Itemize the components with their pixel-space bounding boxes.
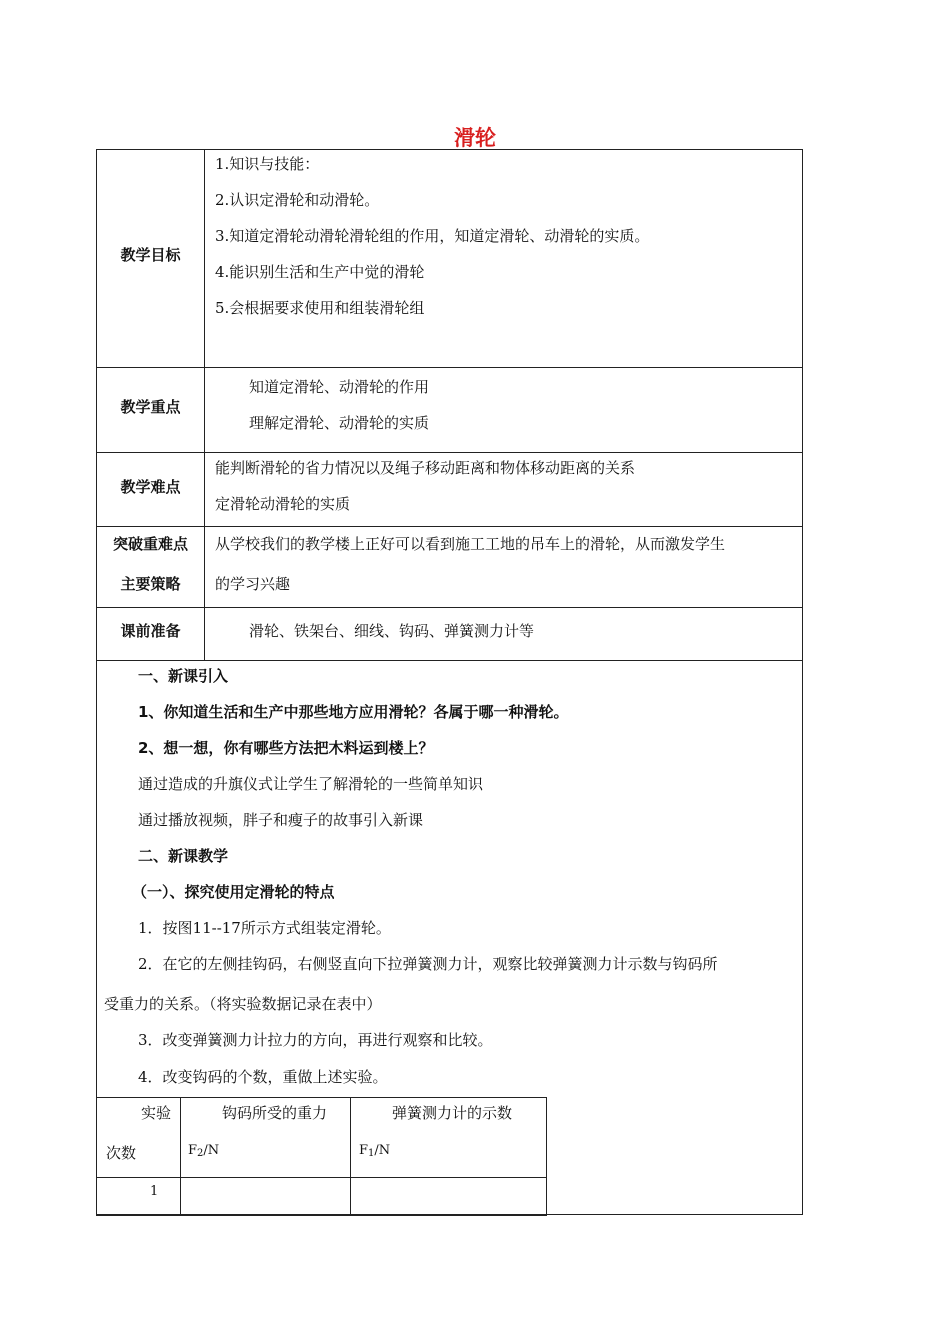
table-column-divider xyxy=(180,1097,181,1216)
strategy-text: 从学校我们的教学楼上正好可以看到施工工地的吊车上的滑轮，从而激发学生 xyxy=(215,535,726,553)
goal-item: 2.认识定滑轮和动滑轮。 xyxy=(215,191,380,209)
paragraph: 通过播放视频，胖子和瘦子的故事引入新课 xyxy=(138,811,424,829)
section-heading: 一、新课引入 xyxy=(138,667,229,685)
table-row-index: 1 xyxy=(150,1184,159,1199)
difficulties-label: 教学难点 xyxy=(120,478,181,496)
difficulty-item: 能判断滑轮的省力情况以及绳子移动距离和物体移动距离的关系 xyxy=(215,459,636,477)
strategy-text: 的学习兴趣 xyxy=(215,575,291,593)
step-item-continued: 受重力的关系。（将实验数据记录在表中） xyxy=(104,995,382,1013)
table-column-divider xyxy=(350,1097,351,1216)
question-item: 1、你知道生活和生产中那些地方应用滑轮？各属于哪一种滑轮。 xyxy=(138,703,569,721)
page-title: 滑轮 xyxy=(454,126,496,150)
goal-item: 4.能识别生活和生产中觉的滑轮 xyxy=(215,263,425,281)
strategy-label: 主要策略 xyxy=(120,575,181,593)
paragraph: 通过造成的升旗仪式让学生了解滑轮的一些简单知识 xyxy=(138,775,484,793)
preparation-label: 课前准备 xyxy=(120,622,181,640)
table-header-reading-unit: $F_1/N$ xyxy=(359,1143,391,1159)
row-divider xyxy=(96,367,803,368)
key-point-item: 理解定滑轮、动滑轮的实质 xyxy=(249,414,430,432)
table-row-divider xyxy=(96,1177,547,1178)
step-item: 2．在它的左侧挂钩码，右侧竖直向下拉弹簧测力计，观察比较弹簧测力计示数与钩码所 xyxy=(138,955,718,973)
step-item: 3．改变弹簧测力计拉力的方向，再进行观察和比较。 xyxy=(138,1031,493,1049)
goal-item: 1.知识与技能： xyxy=(215,155,320,173)
difficulty-item: 定滑轮动滑轮的实质 xyxy=(215,495,351,513)
section-heading: 二、新课教学 xyxy=(138,847,229,865)
row-divider xyxy=(96,660,803,661)
step-item: 1．按图11--17所示方式组装定滑轮。 xyxy=(138,919,391,937)
table-header-count: 次数 xyxy=(106,1144,137,1162)
goal-item: 3.知道定滑轮动滑轮滑轮组的作用，知道定滑轮、动滑轮的实质。 xyxy=(215,227,650,245)
row-divider xyxy=(96,452,803,453)
preparation-text: 滑轮、铁架台、细线、钩码、弹簧测力计等 xyxy=(249,622,535,640)
table-header-count: 实验 xyxy=(141,1104,172,1122)
goals-label: 教学目标 xyxy=(120,246,181,264)
goal-item: 5.会根据要求使用和组装滑轮组 xyxy=(215,299,425,317)
row-divider xyxy=(96,526,803,527)
key-point-item: 知道定滑轮、动滑轮的作用 xyxy=(249,378,430,396)
table-header-reading: 弹簧测力计的示数 xyxy=(392,1104,513,1122)
step-item: 4．改变钩码的个数，重做上述实验。 xyxy=(138,1068,388,1086)
table-header-weight-unit: $F_2/N$ xyxy=(188,1143,220,1159)
row-divider xyxy=(96,607,803,608)
key-points-label: 教学重点 xyxy=(120,398,181,416)
label-column-divider xyxy=(204,149,205,660)
strategy-label: 突破重难点 xyxy=(112,535,188,553)
table-header-weight: 钩码所受的重力 xyxy=(222,1104,328,1122)
question-item: 2、想一想，你有哪些方法把木料运到楼上？ xyxy=(138,739,434,757)
subsection-heading: （一）、探究使用定滑轮的特点 xyxy=(132,883,335,901)
